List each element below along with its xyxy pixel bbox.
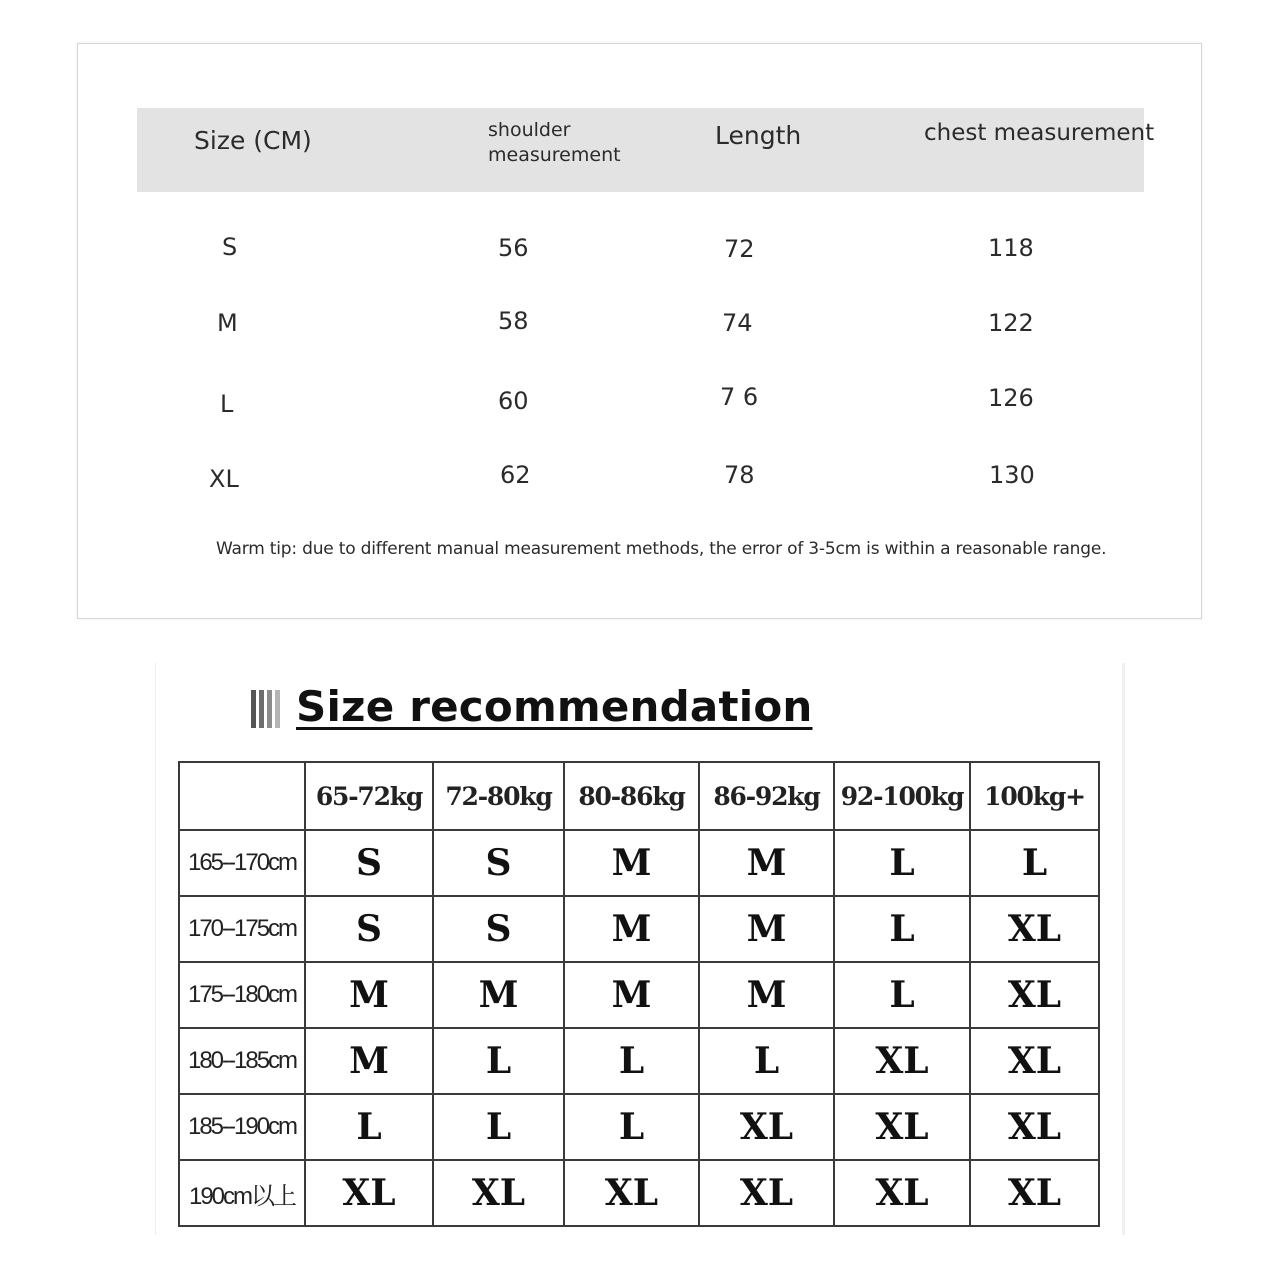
size-cell: L bbox=[834, 896, 970, 962]
row-size: L bbox=[220, 390, 234, 418]
size-cell: M bbox=[305, 1028, 433, 1094]
table-row bbox=[179, 830, 1099, 896]
size-recommendation-panel bbox=[155, 663, 1125, 1235]
size-cell: L bbox=[564, 1028, 699, 1094]
table-row bbox=[179, 1094, 1099, 1160]
row-length: 7 6 bbox=[720, 383, 759, 411]
size-cell: L bbox=[970, 830, 1099, 896]
size-cell: XL bbox=[305, 1160, 433, 1226]
size-recommendation-title: Size recommendation bbox=[296, 682, 813, 731]
row-chest: 130 bbox=[989, 461, 1035, 489]
weight-header-row bbox=[179, 762, 1099, 830]
header-shoulder bbox=[488, 118, 668, 168]
size-cell: M bbox=[564, 830, 699, 896]
title-bars-icon bbox=[251, 690, 287, 730]
size-cell: S bbox=[433, 830, 564, 896]
row-size: M bbox=[217, 309, 238, 337]
size-cell: M bbox=[564, 962, 699, 1028]
weight-header: 100kg+ bbox=[970, 762, 1099, 830]
height-header: 185--190cm bbox=[179, 1094, 305, 1160]
size-cell: XL bbox=[699, 1094, 834, 1160]
size-cell: M bbox=[433, 962, 564, 1028]
table-row bbox=[179, 1160, 1099, 1226]
row-chest: 118 bbox=[988, 234, 1034, 262]
size-cell: L bbox=[433, 1094, 564, 1160]
row-shoulder: 58 bbox=[498, 307, 529, 335]
size-recommendation-table bbox=[178, 761, 1100, 1227]
size-cell: XL bbox=[970, 1094, 1099, 1160]
size-cell: L bbox=[564, 1094, 699, 1160]
table-row bbox=[179, 1028, 1099, 1094]
header-length: Length bbox=[715, 121, 802, 150]
row-chest: 122 bbox=[988, 309, 1034, 337]
weight-header: 86-92kg bbox=[699, 762, 834, 830]
weight-header: 72-80kg bbox=[433, 762, 564, 830]
size-cell: S bbox=[305, 896, 433, 962]
size-cell: L bbox=[834, 830, 970, 896]
size-cell: XL bbox=[970, 1028, 1099, 1094]
row-length: 78 bbox=[724, 461, 755, 489]
weight-header: 65-72kg bbox=[305, 762, 433, 830]
table-row bbox=[179, 896, 1099, 962]
height-header: 180--185cm bbox=[179, 1028, 305, 1094]
size-cell: S bbox=[305, 830, 433, 896]
size-cell: M bbox=[699, 896, 834, 962]
header-chest: chest measurement bbox=[924, 120, 1155, 146]
size-cell: M bbox=[564, 896, 699, 962]
height-header: 170--175cm bbox=[179, 896, 305, 962]
row-chest: 126 bbox=[988, 384, 1034, 412]
size-cell: S bbox=[433, 896, 564, 962]
header-shoulder-text: shoulder measurement bbox=[488, 119, 621, 166]
size-cell: L bbox=[699, 1028, 834, 1094]
row-length: 72 bbox=[724, 235, 755, 263]
height-header: 165--170cm bbox=[179, 830, 305, 896]
row-shoulder: 62 bbox=[500, 461, 531, 489]
weight-header: 92-100kg bbox=[834, 762, 970, 830]
warm-tip: Warm tip: due to different manual measurement methods, the error of 3-5cm is within a reasonable range. bbox=[216, 539, 1107, 559]
height-header: 190cm以上 bbox=[179, 1160, 305, 1226]
size-cell: L bbox=[305, 1094, 433, 1160]
header-size: Size (CM) bbox=[194, 126, 312, 155]
measurement-chart-panel bbox=[77, 43, 1202, 619]
corner-cell bbox=[179, 762, 305, 830]
size-cell: XL bbox=[834, 1160, 970, 1226]
size-cell: XL bbox=[970, 1160, 1099, 1226]
size-cell: XL bbox=[970, 962, 1099, 1028]
measurement-header-band bbox=[137, 108, 1155, 192]
weight-header: 80-86kg bbox=[564, 762, 699, 830]
row-shoulder: 60 bbox=[498, 387, 529, 415]
row-size: S bbox=[222, 233, 238, 261]
size-cell: XL bbox=[433, 1160, 564, 1226]
size-cell: M bbox=[305, 962, 433, 1028]
size-cell: L bbox=[834, 962, 970, 1028]
size-cell: L bbox=[433, 1028, 564, 1094]
size-cell: XL bbox=[834, 1094, 970, 1160]
size-cell: XL bbox=[564, 1160, 699, 1226]
size-cell: XL bbox=[970, 896, 1099, 962]
row-size: XL bbox=[209, 465, 239, 493]
size-cell: M bbox=[699, 830, 834, 896]
height-header: 175--180cm bbox=[179, 962, 305, 1028]
size-cell: M bbox=[699, 962, 834, 1028]
size-cell: XL bbox=[834, 1028, 970, 1094]
row-length: 74 bbox=[722, 309, 753, 337]
row-shoulder: 56 bbox=[498, 234, 529, 262]
size-cell: XL bbox=[699, 1160, 834, 1226]
table-row bbox=[179, 962, 1099, 1028]
